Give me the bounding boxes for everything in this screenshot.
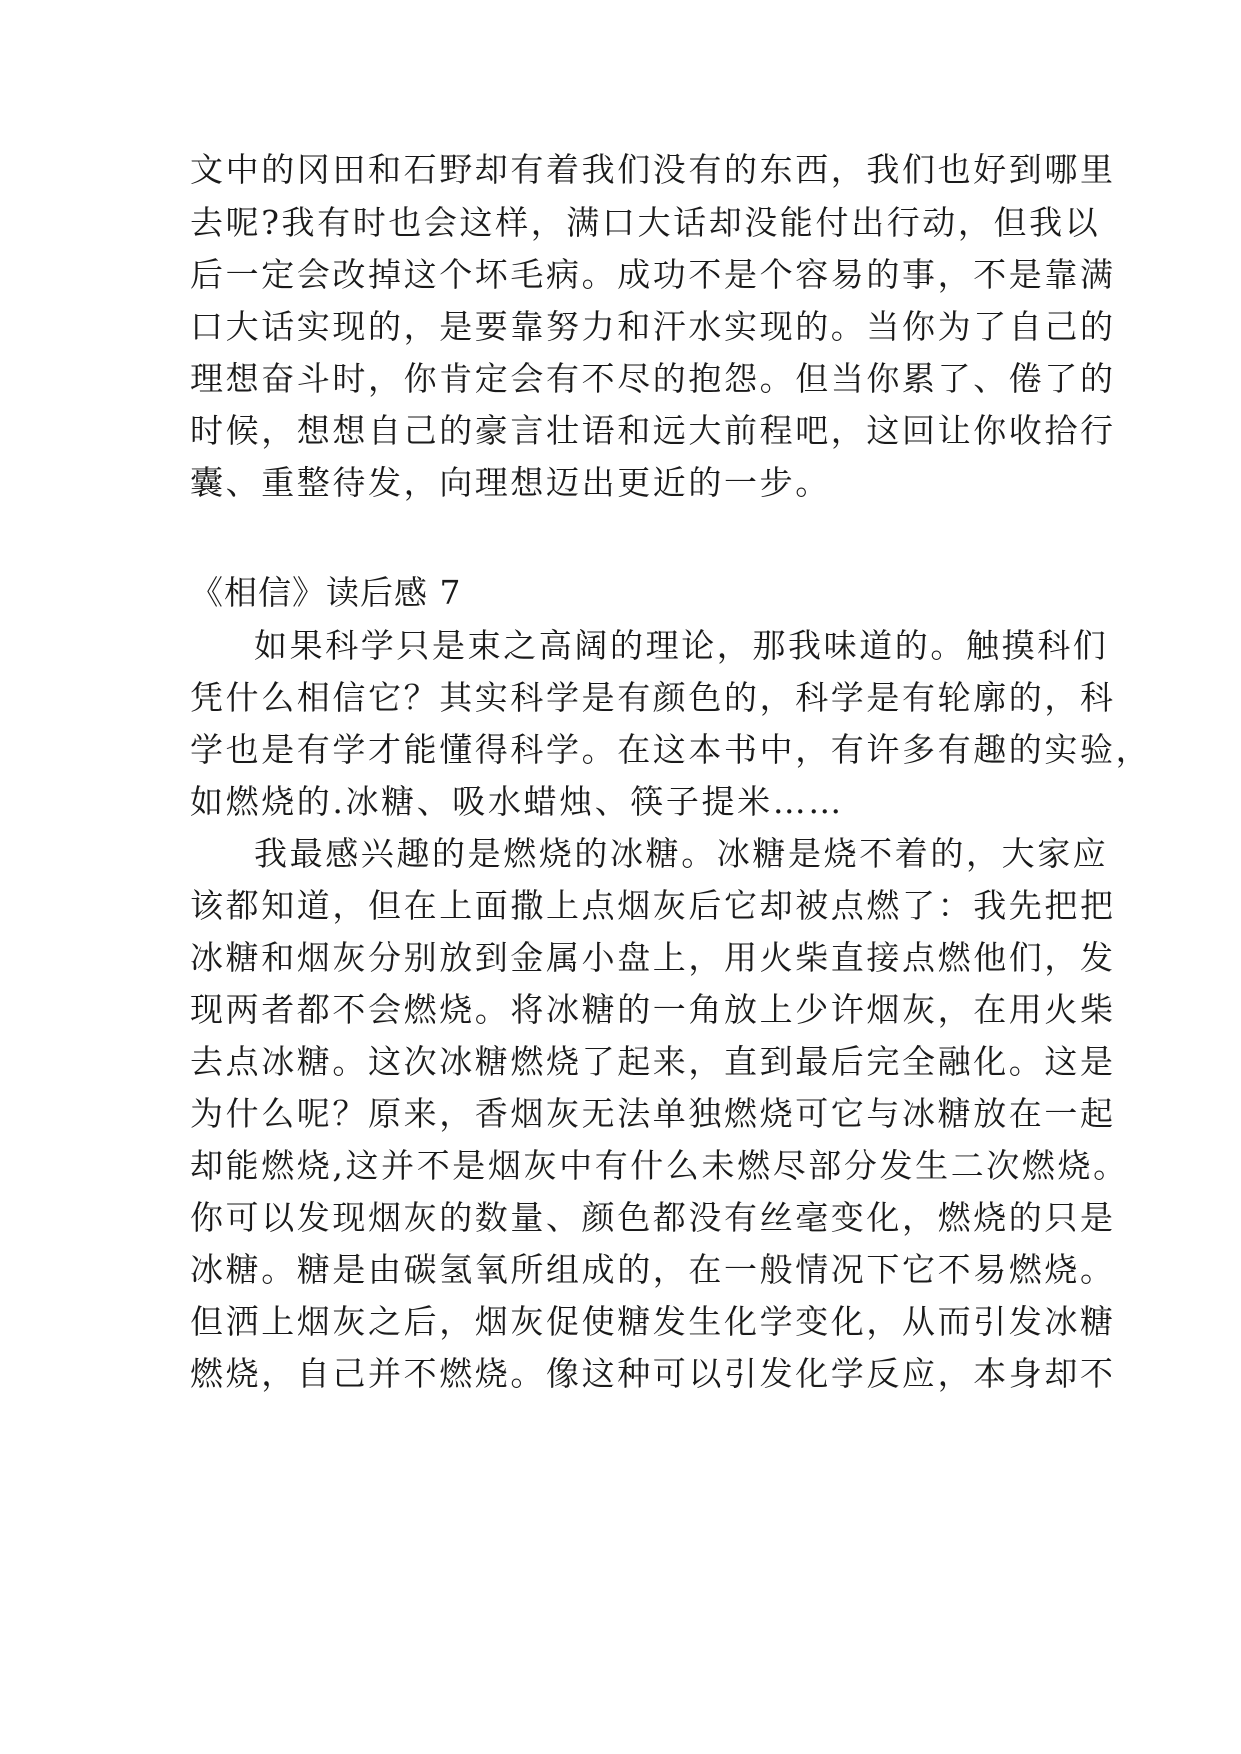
text-line: 去点冰糖。这次冰糖燃烧了起来，直到最后完全融化。这是 xyxy=(190,1042,1116,1081)
text-line: 如燃烧的.冰糖、吸水蜡烛、筷子提米…… xyxy=(190,782,844,821)
text-line: 但洒上烟灰之后，烟灰促使糖发生化学变化，从而引发冰糖 xyxy=(190,1302,1116,1341)
text-line: 现两者都不会燃烧。将冰糖的一角放上少许烟灰，在用火柴 xyxy=(190,990,1116,1029)
text-line: 冰糖和烟灰分别放到金属小盘上，用火柴直接点燃他们，发 xyxy=(190,938,1116,977)
text-line: 理想奋斗时，你肯定会有不尽的抱怨。但当你累了、倦了的 xyxy=(190,359,1116,398)
text-line: 你可以发现烟灰的数量、颜色都没有丝毫变化，燃烧的只是 xyxy=(190,1198,1116,1237)
text-line: 后一定会改掉这个坏毛病。成功不是个容易的事，不是靠满 xyxy=(190,255,1116,294)
text-line: 学也是有学才能懂得科学。在这本书中，有许多有趣的实验， xyxy=(190,730,1152,769)
text-line: 却能燃烧,这并不是烟灰中有什么未燃尽部分发生二次燃烧。 xyxy=(190,1146,1129,1185)
text-line: 去呢?我有时也会这样，满口大话却没能付出行动，但我以 xyxy=(190,203,1101,242)
text-line: 凭什么相信它？其实科学是有颜色的，科学是有轮廓的，科 xyxy=(190,678,1116,717)
text-line: 文中的冈田和石野却有着我们没有的东西，我们也好到哪里 xyxy=(190,150,1116,189)
section-title: 《相信》读后感 7 xyxy=(190,573,462,612)
text-line: 该都知道，但在上面撒上点烟灰后它却被点燃了：我先把把 xyxy=(190,886,1116,925)
text-line: 口大话实现的，是要靠努力和汗水实现的。当你为了自己的 xyxy=(190,307,1116,346)
text-line: 为什么呢？原来，香烟灰无法单独燃烧可它与冰糖放在一起 xyxy=(190,1094,1116,1133)
text-line: 囊、重整待发，向理想迈出更近的一步。 xyxy=(190,463,831,502)
text-line: 时候，想想自己的豪言壮语和远大前程吧，这回让你收拾行 xyxy=(190,411,1116,450)
text-line: 我最感兴趣的是燃烧的冰糖。冰糖是烧不着的，大家应 xyxy=(254,834,1109,873)
text-line: 冰糖。糖是由碳氢氧所组成的，在一般情况下它不易燃烧。 xyxy=(190,1250,1116,1289)
text-line: 燃烧，自己并不燃烧。像这种可以引发化学反应，本身却不 xyxy=(190,1354,1116,1393)
text-line: 如果科学只是束之高阔的理论，那我味道的。触摸科们 xyxy=(254,626,1109,665)
